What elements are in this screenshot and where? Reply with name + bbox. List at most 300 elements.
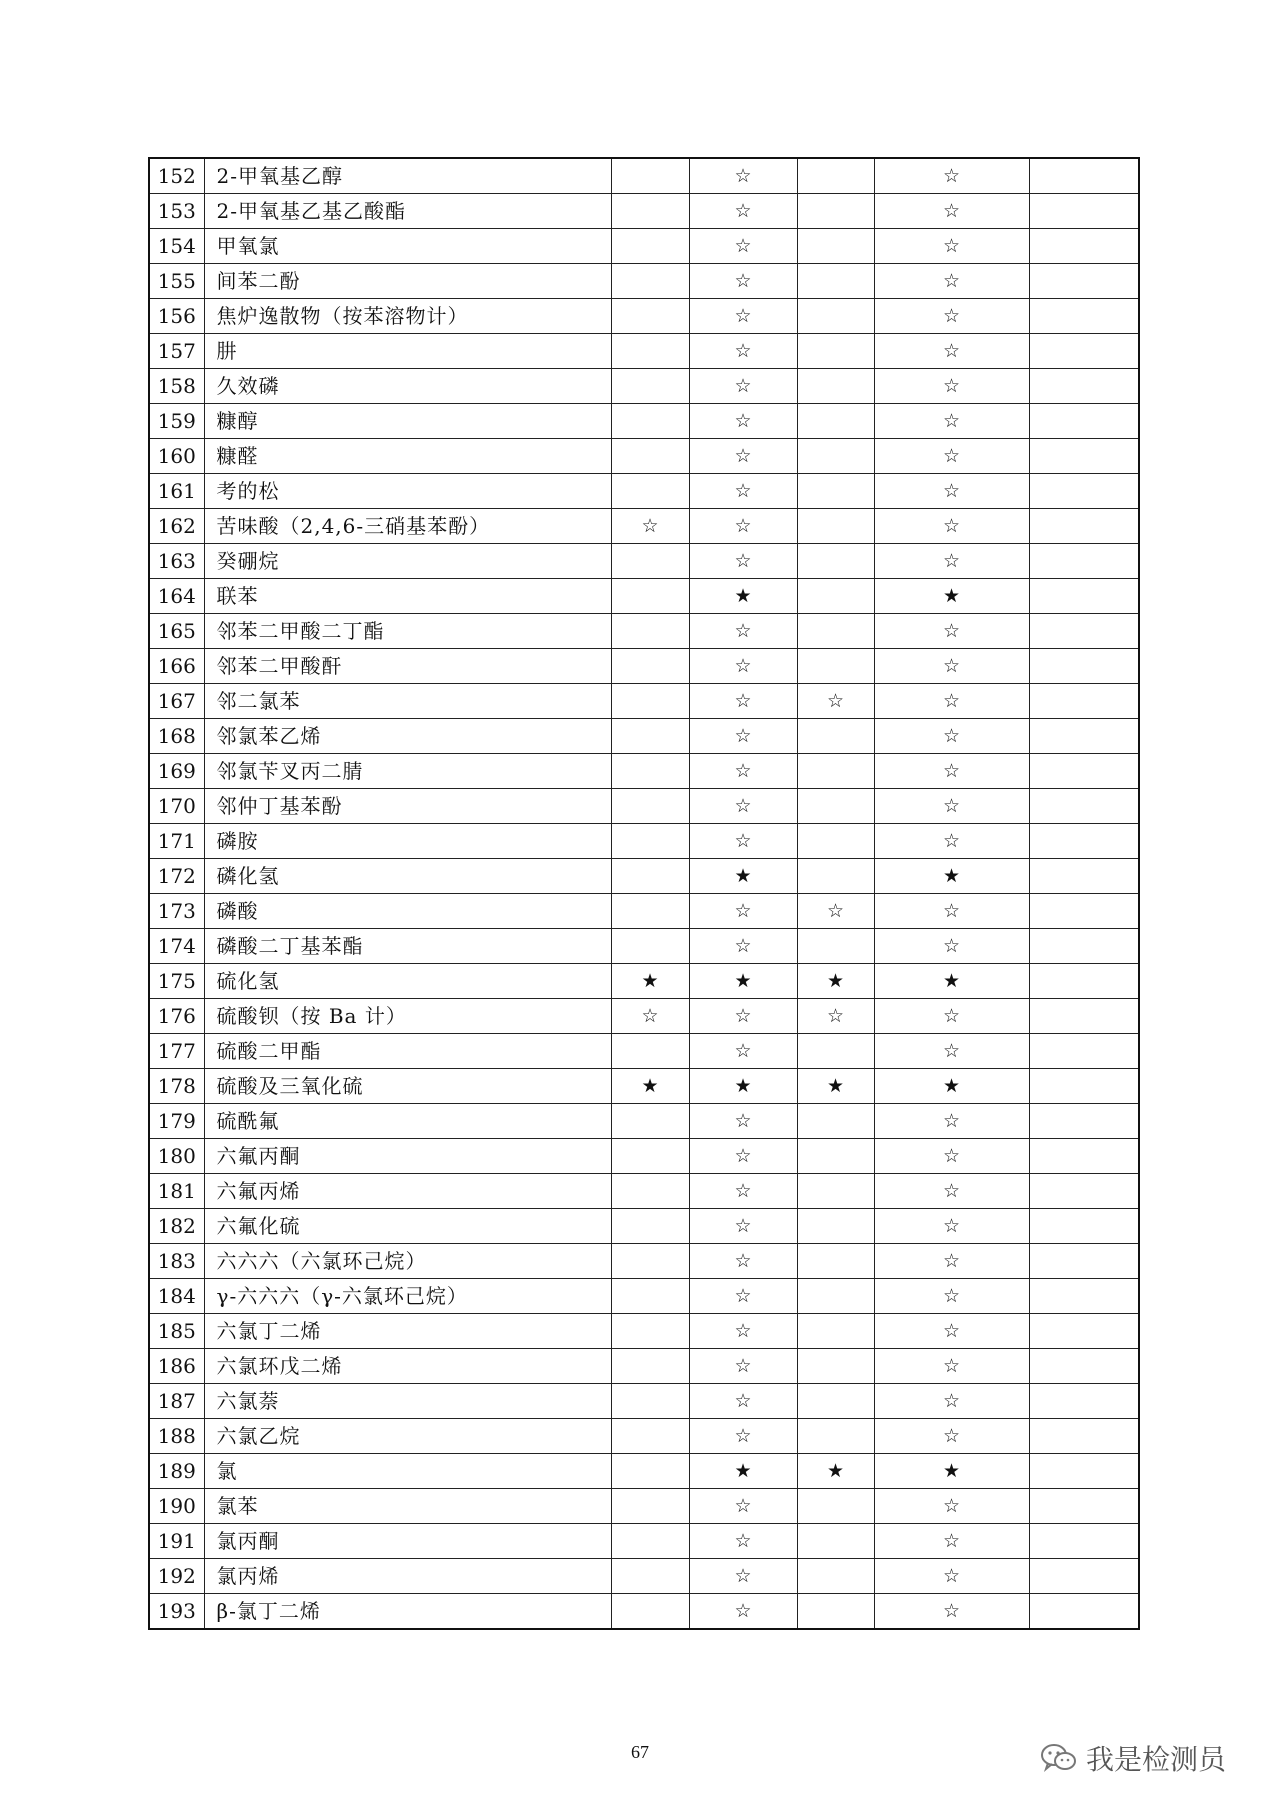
mark-col-1 bbox=[611, 1244, 689, 1279]
mark-col-4: ☆ bbox=[874, 1314, 1029, 1349]
mark-col-1 bbox=[611, 859, 689, 894]
row-number: 154 bbox=[149, 229, 204, 264]
row-number: 159 bbox=[149, 404, 204, 439]
table-body bbox=[149, 158, 1139, 1629]
mark-col-4: ☆ bbox=[874, 754, 1029, 789]
mark-col-2: ☆ bbox=[689, 334, 797, 369]
mark-col-2: ☆ bbox=[689, 474, 797, 509]
table-row bbox=[149, 229, 1139, 264]
mark-col-4: ☆ bbox=[874, 1104, 1029, 1139]
substance-name: 氯苯 bbox=[204, 1489, 611, 1524]
table-row bbox=[149, 789, 1139, 824]
substance-name: 考的松 bbox=[204, 474, 611, 509]
substance-name: 肼 bbox=[204, 334, 611, 369]
mark-col-2: ☆ bbox=[689, 1349, 797, 1384]
mark-col-1 bbox=[611, 158, 689, 194]
table-row bbox=[149, 1139, 1139, 1174]
table-row bbox=[149, 1279, 1139, 1314]
mark-col-3 bbox=[797, 369, 874, 404]
mark-col-3 bbox=[797, 754, 874, 789]
row-number: 189 bbox=[149, 1454, 204, 1489]
mark-col-2: ☆ bbox=[689, 229, 797, 264]
mark-col-2: ☆ bbox=[689, 1384, 797, 1419]
mark-col-3 bbox=[797, 859, 874, 894]
mark-col-4: ★ bbox=[874, 1454, 1029, 1489]
substance-name: 磷胺 bbox=[204, 824, 611, 859]
table-row bbox=[149, 1244, 1139, 1279]
table-row bbox=[149, 684, 1139, 719]
row-number: 161 bbox=[149, 474, 204, 509]
mark-col-4: ☆ bbox=[874, 1244, 1029, 1279]
mark-col-3 bbox=[797, 229, 874, 264]
table-row bbox=[149, 824, 1139, 859]
mark-col-5 bbox=[1029, 264, 1139, 299]
substance-name: 氯 bbox=[204, 1454, 611, 1489]
mark-col-2: ★ bbox=[689, 1069, 797, 1104]
table-row bbox=[149, 544, 1139, 579]
table-row bbox=[149, 264, 1139, 299]
substance-name: 久效磷 bbox=[204, 369, 611, 404]
mark-col-1 bbox=[611, 264, 689, 299]
mark-col-4: ☆ bbox=[874, 1349, 1029, 1384]
mark-col-5 bbox=[1029, 509, 1139, 544]
substance-name: 邻氯苯乙烯 bbox=[204, 719, 611, 754]
row-number: 192 bbox=[149, 1559, 204, 1594]
mark-col-4: ☆ bbox=[874, 1279, 1029, 1314]
substance-name: 磷酸 bbox=[204, 894, 611, 929]
mark-col-3 bbox=[797, 334, 874, 369]
mark-col-1 bbox=[611, 614, 689, 649]
table-row bbox=[149, 1524, 1139, 1559]
mark-col-5 bbox=[1029, 1209, 1139, 1244]
substance-name: 硫酰氟 bbox=[204, 1104, 611, 1139]
row-number: 185 bbox=[149, 1314, 204, 1349]
row-number: 156 bbox=[149, 299, 204, 334]
mark-col-1 bbox=[611, 754, 689, 789]
mark-col-5 bbox=[1029, 929, 1139, 964]
table-row bbox=[149, 929, 1139, 964]
mark-col-5 bbox=[1029, 684, 1139, 719]
mark-col-3: ★ bbox=[797, 964, 874, 999]
mark-col-1 bbox=[611, 439, 689, 474]
mark-col-2: ☆ bbox=[689, 999, 797, 1034]
substance-name: 磷化氢 bbox=[204, 859, 611, 894]
mark-col-1 bbox=[611, 1489, 689, 1524]
mark-col-4: ☆ bbox=[874, 1174, 1029, 1209]
row-number: 175 bbox=[149, 964, 204, 999]
mark-col-4: ☆ bbox=[874, 824, 1029, 859]
substance-name: 六氟丙酮 bbox=[204, 1139, 611, 1174]
mark-col-4: ☆ bbox=[874, 929, 1029, 964]
mark-col-3 bbox=[797, 1559, 874, 1594]
mark-col-5 bbox=[1029, 614, 1139, 649]
substance-name: 糠醛 bbox=[204, 439, 611, 474]
mark-col-1 bbox=[611, 544, 689, 579]
mark-col-2: ☆ bbox=[689, 719, 797, 754]
mark-col-1 bbox=[611, 334, 689, 369]
mark-col-2: ★ bbox=[689, 579, 797, 614]
mark-col-3 bbox=[797, 264, 874, 299]
mark-col-3 bbox=[797, 649, 874, 684]
substance-name: 苦味酸（2,4,6-三硝基苯酚） bbox=[204, 509, 611, 544]
mark-col-2: ☆ bbox=[689, 1489, 797, 1524]
row-number: 165 bbox=[149, 614, 204, 649]
mark-col-5 bbox=[1029, 1419, 1139, 1454]
mark-col-1 bbox=[611, 1104, 689, 1139]
mark-col-2: ☆ bbox=[689, 299, 797, 334]
mark-col-1 bbox=[611, 1524, 689, 1559]
substance-name: 2-甲氧基乙醇 bbox=[204, 158, 611, 194]
mark-col-2: ★ bbox=[689, 964, 797, 999]
table-row bbox=[149, 1454, 1139, 1489]
table-row bbox=[149, 369, 1139, 404]
table-row bbox=[149, 404, 1139, 439]
row-number: 187 bbox=[149, 1384, 204, 1419]
mark-col-2: ☆ bbox=[689, 894, 797, 929]
row-number: 172 bbox=[149, 859, 204, 894]
substance-name: 硫酸二甲酯 bbox=[204, 1034, 611, 1069]
mark-col-5 bbox=[1029, 1174, 1139, 1209]
mark-col-4: ☆ bbox=[874, 1524, 1029, 1559]
mark-col-5 bbox=[1029, 1594, 1139, 1630]
table-row bbox=[149, 1209, 1139, 1244]
mark-col-5 bbox=[1029, 859, 1139, 894]
mark-col-3: ☆ bbox=[797, 684, 874, 719]
hazard-table bbox=[148, 157, 1140, 1630]
substance-name: γ-六六六（γ-六氯环己烷） bbox=[204, 1279, 611, 1314]
mark-col-4: ☆ bbox=[874, 719, 1029, 754]
mark-col-5 bbox=[1029, 1559, 1139, 1594]
mark-col-2: ☆ bbox=[689, 1034, 797, 1069]
mark-col-2: ☆ bbox=[689, 404, 797, 439]
row-number: 184 bbox=[149, 1279, 204, 1314]
row-number: 169 bbox=[149, 754, 204, 789]
mark-col-2: ☆ bbox=[689, 1594, 797, 1630]
mark-col-2: ☆ bbox=[689, 649, 797, 684]
substance-name: 邻仲丁基苯酚 bbox=[204, 789, 611, 824]
table-row bbox=[149, 299, 1139, 334]
mark-col-2: ☆ bbox=[689, 1524, 797, 1559]
mark-col-1 bbox=[611, 1139, 689, 1174]
mark-col-3 bbox=[797, 719, 874, 754]
mark-col-5 bbox=[1029, 999, 1139, 1034]
substance-name: 癸硼烷 bbox=[204, 544, 611, 579]
row-number: 182 bbox=[149, 1209, 204, 1244]
mark-col-3 bbox=[797, 509, 874, 544]
substance-name: 六氟化硫 bbox=[204, 1209, 611, 1244]
substance-name: 磷酸二丁基苯酯 bbox=[204, 929, 611, 964]
table-row bbox=[149, 614, 1139, 649]
mark-col-3 bbox=[797, 1279, 874, 1314]
substance-name: 硫化氢 bbox=[204, 964, 611, 999]
mark-col-1 bbox=[611, 1314, 689, 1349]
mark-col-2: ☆ bbox=[689, 1314, 797, 1349]
row-number: 152 bbox=[149, 158, 204, 194]
mark-col-3: ☆ bbox=[797, 999, 874, 1034]
substance-name: 六氯环戊二烯 bbox=[204, 1349, 611, 1384]
mark-col-4: ★ bbox=[874, 859, 1029, 894]
mark-col-4: ☆ bbox=[874, 334, 1029, 369]
mark-col-1 bbox=[611, 789, 689, 824]
mark-col-5 bbox=[1029, 369, 1139, 404]
mark-col-5 bbox=[1029, 1349, 1139, 1384]
substance-name: 六氯萘 bbox=[204, 1384, 611, 1419]
row-number: 171 bbox=[149, 824, 204, 859]
mark-col-3 bbox=[797, 1524, 874, 1559]
mark-col-5 bbox=[1029, 1104, 1139, 1139]
mark-col-5 bbox=[1029, 824, 1139, 859]
table-row bbox=[149, 1594, 1139, 1630]
mark-col-4: ☆ bbox=[874, 299, 1029, 334]
table-row bbox=[149, 1174, 1139, 1209]
mark-col-3 bbox=[797, 1139, 874, 1174]
substance-name: 氯丙酮 bbox=[204, 1524, 611, 1559]
mark-col-5 bbox=[1029, 158, 1139, 194]
page-number: 67 bbox=[631, 1742, 649, 1762]
mark-col-4: ☆ bbox=[874, 1419, 1029, 1454]
substance-name: 氯丙烯 bbox=[204, 1559, 611, 1594]
mark-col-3 bbox=[797, 824, 874, 859]
table-row bbox=[149, 894, 1139, 929]
substance-name: 邻苯二甲酸二丁酯 bbox=[204, 614, 611, 649]
mark-col-5 bbox=[1029, 1454, 1139, 1489]
row-number: 168 bbox=[149, 719, 204, 754]
table-row bbox=[149, 194, 1139, 229]
mark-col-4: ☆ bbox=[874, 229, 1029, 264]
mark-col-2: ☆ bbox=[689, 1244, 797, 1279]
row-number: 174 bbox=[149, 929, 204, 964]
substance-name: 联苯 bbox=[204, 579, 611, 614]
mark-col-5 bbox=[1029, 1034, 1139, 1069]
mark-col-2: ☆ bbox=[689, 1139, 797, 1174]
mark-col-1 bbox=[611, 1279, 689, 1314]
table-row bbox=[149, 1489, 1139, 1524]
mark-col-5 bbox=[1029, 579, 1139, 614]
mark-col-5 bbox=[1029, 1489, 1139, 1524]
mark-col-3 bbox=[797, 1104, 874, 1139]
mark-col-1 bbox=[611, 369, 689, 404]
mark-col-3: ☆ bbox=[797, 894, 874, 929]
table-row bbox=[149, 1384, 1139, 1419]
mark-col-4: ☆ bbox=[874, 439, 1029, 474]
mark-col-4: ☆ bbox=[874, 789, 1029, 824]
mark-col-3 bbox=[797, 1384, 874, 1419]
mark-col-4: ☆ bbox=[874, 194, 1029, 229]
substance-name: 邻氯苄叉丙二腈 bbox=[204, 754, 611, 789]
table-row bbox=[149, 1069, 1139, 1104]
mark-col-4: ★ bbox=[874, 579, 1029, 614]
mark-col-2: ☆ bbox=[689, 264, 797, 299]
substance-name: 间苯二酚 bbox=[204, 264, 611, 299]
mark-col-5 bbox=[1029, 964, 1139, 999]
mark-col-4: ★ bbox=[874, 964, 1029, 999]
row-number: 173 bbox=[149, 894, 204, 929]
substance-name: 六氯乙烷 bbox=[204, 1419, 611, 1454]
mark-col-1 bbox=[611, 1454, 689, 1489]
row-number: 191 bbox=[149, 1524, 204, 1559]
mark-col-5 bbox=[1029, 544, 1139, 579]
mark-col-2: ☆ bbox=[689, 194, 797, 229]
mark-col-3 bbox=[797, 158, 874, 194]
mark-col-4: ☆ bbox=[874, 264, 1029, 299]
table-row bbox=[149, 1559, 1139, 1594]
mark-col-4: ☆ bbox=[874, 544, 1029, 579]
mark-col-1: ★ bbox=[611, 964, 689, 999]
mark-col-1 bbox=[611, 649, 689, 684]
mark-col-3 bbox=[797, 1419, 874, 1454]
substance-name: 糠醇 bbox=[204, 404, 611, 439]
mark-col-3 bbox=[797, 1209, 874, 1244]
substance-name: 邻苯二甲酸酐 bbox=[204, 649, 611, 684]
substance-name: 邻二氯苯 bbox=[204, 684, 611, 719]
mark-col-4: ☆ bbox=[874, 1594, 1029, 1630]
row-number: 157 bbox=[149, 334, 204, 369]
mark-col-1 bbox=[611, 1209, 689, 1244]
mark-col-1 bbox=[611, 1384, 689, 1419]
mark-col-3 bbox=[797, 474, 874, 509]
mark-col-5 bbox=[1029, 1139, 1139, 1174]
mark-col-2: ☆ bbox=[689, 1104, 797, 1139]
row-number: 188 bbox=[149, 1419, 204, 1454]
mark-col-4: ☆ bbox=[874, 684, 1029, 719]
mark-col-5 bbox=[1029, 229, 1139, 264]
substance-name: 焦炉逸散物（按苯溶物计） bbox=[204, 299, 611, 334]
mark-col-2: ☆ bbox=[689, 1174, 797, 1209]
mark-col-3 bbox=[797, 439, 874, 474]
table-row bbox=[149, 649, 1139, 684]
mark-col-4: ☆ bbox=[874, 474, 1029, 509]
table-row bbox=[149, 859, 1139, 894]
mark-col-5 bbox=[1029, 1314, 1139, 1349]
row-number: 176 bbox=[149, 999, 204, 1034]
mark-col-1 bbox=[611, 1349, 689, 1384]
table-row bbox=[149, 964, 1139, 999]
mark-col-1 bbox=[611, 229, 689, 264]
row-number: 180 bbox=[149, 1139, 204, 1174]
mark-col-5 bbox=[1029, 299, 1139, 334]
substance-name: 六氯丁二烯 bbox=[204, 1314, 611, 1349]
mark-col-2: ☆ bbox=[689, 509, 797, 544]
mark-col-5 bbox=[1029, 1244, 1139, 1279]
row-number: 153 bbox=[149, 194, 204, 229]
row-number: 190 bbox=[149, 1489, 204, 1524]
mark-col-2: ☆ bbox=[689, 158, 797, 194]
mark-col-2: ☆ bbox=[689, 789, 797, 824]
mark-col-4: ☆ bbox=[874, 404, 1029, 439]
mark-col-4: ☆ bbox=[874, 1489, 1029, 1524]
mark-col-4: ☆ bbox=[874, 999, 1029, 1034]
table-row bbox=[149, 1419, 1139, 1454]
substance-name: 六六六（六氯环己烷） bbox=[204, 1244, 611, 1279]
mark-col-4: ☆ bbox=[874, 158, 1029, 194]
row-number: 163 bbox=[149, 544, 204, 579]
mark-col-1 bbox=[611, 719, 689, 754]
mark-col-3 bbox=[797, 789, 874, 824]
mark-col-5 bbox=[1029, 649, 1139, 684]
mark-col-3 bbox=[797, 1244, 874, 1279]
mark-col-2: ☆ bbox=[689, 1209, 797, 1244]
mark-col-1 bbox=[611, 824, 689, 859]
table-row bbox=[149, 579, 1139, 614]
table-row bbox=[149, 1034, 1139, 1069]
mark-col-1: ★ bbox=[611, 1069, 689, 1104]
mark-col-3 bbox=[797, 299, 874, 334]
mark-col-1 bbox=[611, 929, 689, 964]
table-row bbox=[149, 509, 1139, 544]
mark-col-3 bbox=[797, 1314, 874, 1349]
table-row bbox=[149, 334, 1139, 369]
mark-col-1 bbox=[611, 404, 689, 439]
mark-col-1 bbox=[611, 474, 689, 509]
row-number: 186 bbox=[149, 1349, 204, 1384]
row-number: 160 bbox=[149, 439, 204, 474]
substance-name: 硫酸钡（按 Ba 计） bbox=[204, 999, 611, 1034]
mark-col-2: ☆ bbox=[689, 1419, 797, 1454]
substance-name: β-氯丁二烯 bbox=[204, 1594, 611, 1630]
row-number: 167 bbox=[149, 684, 204, 719]
mark-col-1 bbox=[611, 579, 689, 614]
mark-col-1 bbox=[611, 299, 689, 334]
mark-col-5 bbox=[1029, 439, 1139, 474]
mark-col-2: ☆ bbox=[689, 1559, 797, 1594]
mark-col-5 bbox=[1029, 1279, 1139, 1314]
mark-col-1 bbox=[611, 894, 689, 929]
mark-col-2: ☆ bbox=[689, 929, 797, 964]
mark-col-3 bbox=[797, 614, 874, 649]
mark-col-3: ★ bbox=[797, 1069, 874, 1104]
mark-col-5 bbox=[1029, 719, 1139, 754]
mark-col-2: ☆ bbox=[689, 1279, 797, 1314]
mark-col-2: ☆ bbox=[689, 544, 797, 579]
mark-col-1 bbox=[611, 194, 689, 229]
mark-col-4: ☆ bbox=[874, 1559, 1029, 1594]
mark-col-5 bbox=[1029, 894, 1139, 929]
row-number: 179 bbox=[149, 1104, 204, 1139]
table-row bbox=[149, 719, 1139, 754]
mark-col-1 bbox=[611, 1174, 689, 1209]
row-number: 178 bbox=[149, 1069, 204, 1104]
mark-col-3 bbox=[797, 194, 874, 229]
mark-col-1 bbox=[611, 684, 689, 719]
mark-col-2: ☆ bbox=[689, 824, 797, 859]
row-number: 193 bbox=[149, 1594, 204, 1630]
mark-col-4: ☆ bbox=[874, 509, 1029, 544]
row-number: 155 bbox=[149, 264, 204, 299]
mark-col-4: ☆ bbox=[874, 1384, 1029, 1419]
substance-name: 六氟丙烯 bbox=[204, 1174, 611, 1209]
substance-name: 2-甲氧基乙基乙酸酯 bbox=[204, 194, 611, 229]
mark-col-3 bbox=[797, 579, 874, 614]
mark-col-5 bbox=[1029, 194, 1139, 229]
mark-col-5 bbox=[1029, 1069, 1139, 1104]
mark-col-4: ★ bbox=[874, 1069, 1029, 1104]
mark-col-3 bbox=[797, 1489, 874, 1524]
mark-col-4: ☆ bbox=[874, 1034, 1029, 1069]
mark-col-5 bbox=[1029, 1384, 1139, 1419]
mark-col-5 bbox=[1029, 334, 1139, 369]
mark-col-2: ☆ bbox=[689, 754, 797, 789]
table-row bbox=[149, 999, 1139, 1034]
row-number: 158 bbox=[149, 369, 204, 404]
mark-col-1 bbox=[611, 1594, 689, 1630]
table-row bbox=[149, 754, 1139, 789]
mark-col-4: ☆ bbox=[874, 649, 1029, 684]
row-number: 170 bbox=[149, 789, 204, 824]
table-row bbox=[149, 1349, 1139, 1384]
mark-col-5 bbox=[1029, 474, 1139, 509]
mark-col-2: ☆ bbox=[689, 439, 797, 474]
substance-name: 甲氧氯 bbox=[204, 229, 611, 264]
